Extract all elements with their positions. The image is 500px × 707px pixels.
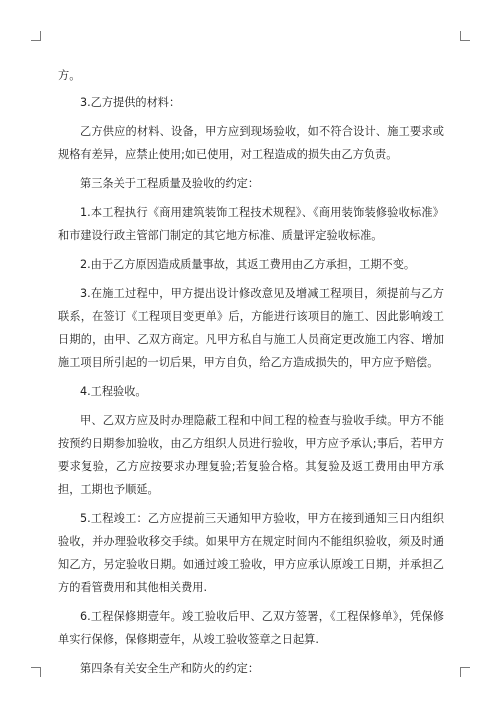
heading-article-four: 第四条有关安全生产和防火的约定： <box>80 662 260 675</box>
paragraph-clause-6: 6.工程保修期壹年。竣工验收后甲、乙双方签署，《工程保修单》，凭保修单实行保修，保修期壹年，从竣工验收签章之日起算. <box>58 610 444 646</box>
paragraph-clause-5: 5.工程竣工：乙方应提前三天通知甲方验收，甲方在接到通知三日内组织验收，并办理验收移交手续。如果甲方在规定时间内不能组织验收，须及时通知乙方，另定验收日期。如通过竣工验收，甲方应承认原竣工日期，并承担乙方的看管费用和其他相关费用. <box>58 512 444 594</box>
heading-article-three: 第三条关于工程质量及验收的约定： <box>80 177 260 190</box>
heading-supplied-materials: 3.乙方提供的材料： <box>80 96 181 109</box>
paragraph-continuation: 方。 <box>58 69 81 82</box>
paragraph-clause-3: 3.在施工过程中，甲方提出设计修改意见及增减工程项目，须提前与乙方联系，在签订《工程项目变更单》后，方能进行该项目的施工、因此影响竣工日期的，由甲、乙双方商定。凡甲方私自与施工人员商定更改施工内容、增加施工项目所引起的一切后果，甲方自负，给乙方造成损失的，甲方应予赔偿。 <box>58 287 444 369</box>
paragraph-clause-1: 1.本工程执行《商用建筑装饰工程技术规程》、《商用装饰装修验收标准》和市建设行政主管部门制定的其它地方标准、质量评定验收标准。 <box>58 206 444 242</box>
paragraph-inspection-procedure: 甲、乙双方应及时办理隐蔽工程和中间工程的检查与验收手续。甲方不能按预约日期参加验收，由乙方组织人员进行验收，甲方应予承认;事后，若甲方要求复验，乙方应按要求办理复验;若复验合格。其复验及返工费用由甲方承担，工期也予顺延。 <box>58 414 444 496</box>
page-corner-mark-top-right <box>460 31 470 41</box>
page-corner-mark-top-left <box>31 31 41 41</box>
page-corner-mark-bottom-right <box>460 667 470 677</box>
page-corner-mark-bottom-left <box>31 667 41 677</box>
paragraph-clause-2: 2.由于乙方原因造成质量事故，其返工费用由乙方承担，工期不变。 <box>80 258 416 271</box>
document-body <box>58 64 444 686</box>
paragraph-materials-inspection: 乙方供应的材料、设备，甲方应到现场验收，如不符合设计、施工要求或规格有差异，应禁止使用;如已使用，对工程造成的损失由乙方负责。 <box>58 125 444 161</box>
heading-clause-4: 4.工程验收。 <box>80 385 147 398</box>
